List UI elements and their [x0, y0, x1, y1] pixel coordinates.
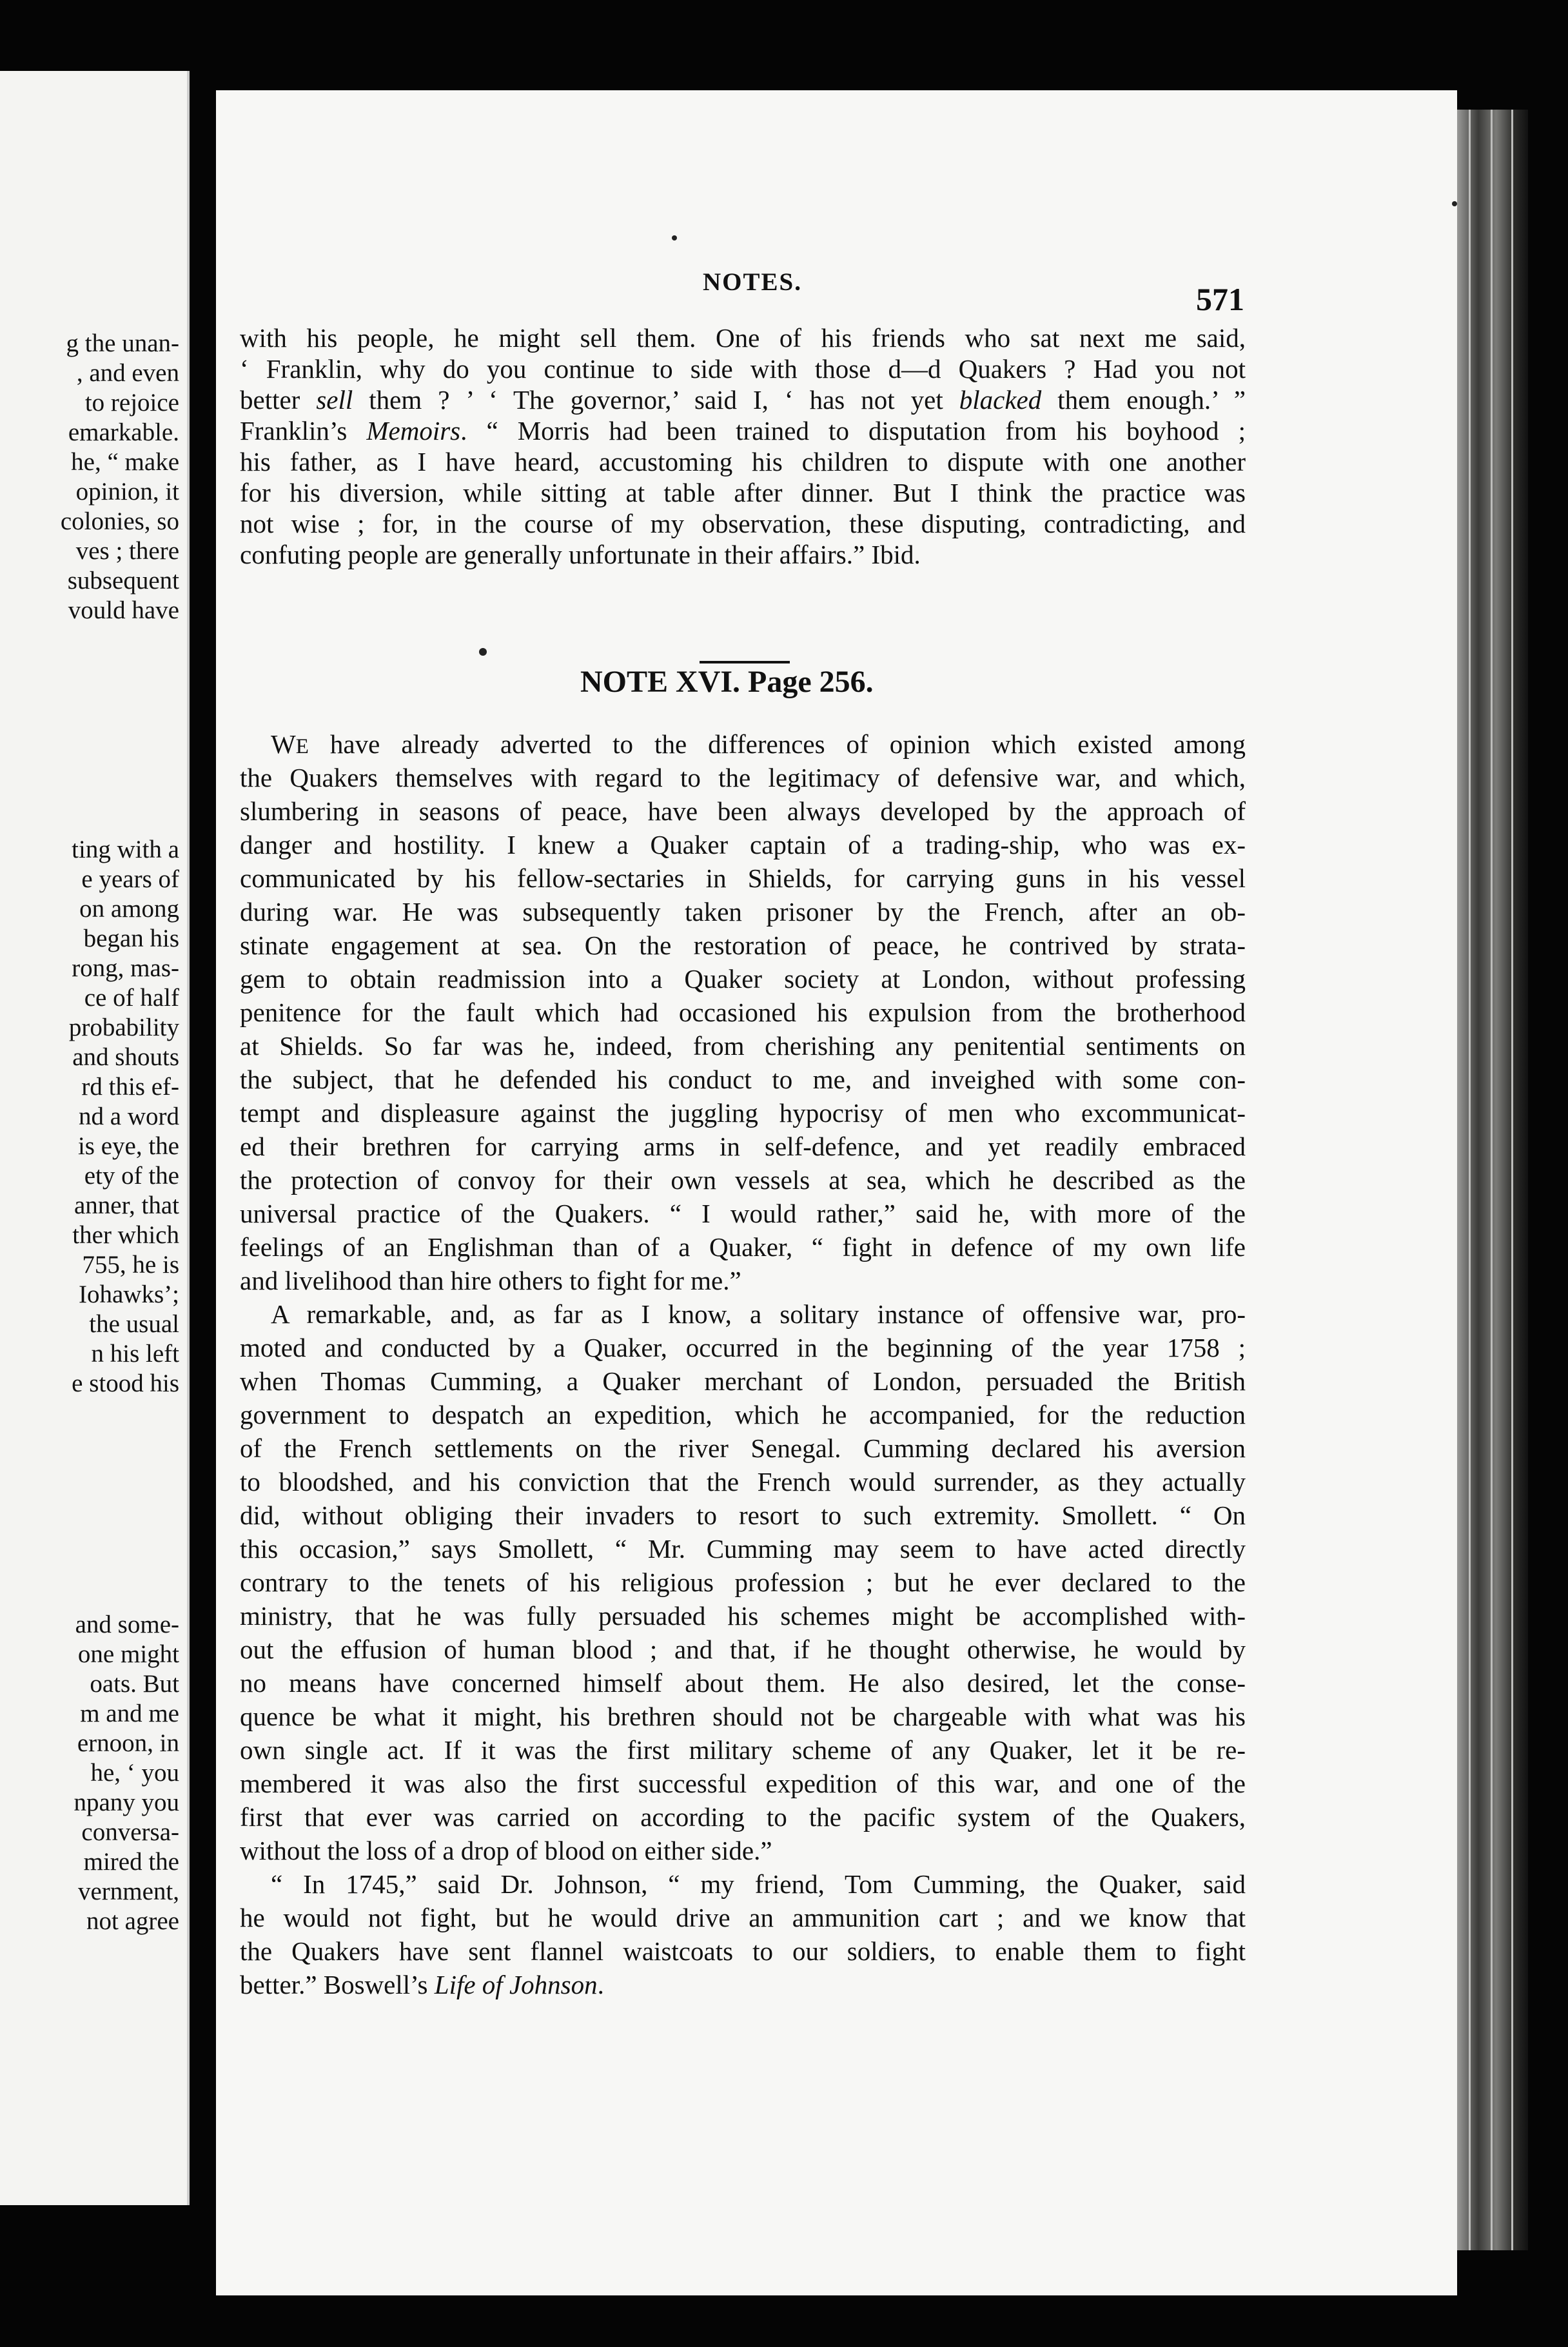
left-page-line: ther which [72, 1221, 179, 1249]
left-page-line: Iohawks’; [79, 1281, 179, 1308]
body-line: stinate engagement at sea. On the restoration of peace, he contrived by strata- [240, 930, 1246, 960]
page-edge-shadow [1457, 110, 1528, 2250]
intro-line: with his people, he might sell them. One of his friends who sat next me said, [240, 323, 1246, 353]
intro-line: for his diversion, while sitting at table after dinner. But I think the practice was [240, 478, 1246, 507]
body-line: to bloodshed, and his conviction that the French would surrender, as they actually [240, 1467, 1246, 1497]
left-page-line: subsequent [67, 567, 179, 594]
body-line: without the loss of a drop of blood on either side.” [240, 1836, 772, 1865]
left-page-line: to rejoice [84, 389, 179, 417]
left-page-line: began his [83, 925, 179, 952]
left-page-line: and some- [75, 1611, 179, 1638]
left-page-line: g the unan- [66, 329, 179, 357]
body-line: slumbering in seasons of peace, have been always developed by the approach of [240, 796, 1246, 826]
body-line: membered it was also the first successful expedition of this war, and one of the [240, 1769, 1246, 1798]
left-page-line: ety of the [84, 1162, 179, 1190]
body-line: tempt and displeasure against the juggling hypocrisy of men who excommunicat- [240, 1098, 1246, 1128]
left-page-line: on among [79, 895, 179, 923]
body-line: the Quakers themselves with regard to the legitimacy of defensive war, and which, [240, 763, 1246, 792]
left-page-line: m and me [80, 1700, 179, 1727]
left-page-line: opinion, it [75, 478, 179, 506]
left-page-line: ernoon, in [77, 1729, 179, 1757]
body-line: at Shields. So far was he, indeed, from cherishing any penitential sentiments on [240, 1031, 1246, 1061]
left-page-line: vould have [68, 596, 179, 624]
intro-line: ‘ Franklin, why do you continue to side with those d—d Quakers ? Had you not [240, 354, 1246, 384]
running-head: NOTES. [703, 268, 802, 296]
body-line: better.” Boswell’s Life of Johnson. [240, 1970, 604, 1999]
intro-line: better sell them ? ’ ‘ The governor,’ said I, ‘ has not yet blacked them enough.’ ” [240, 385, 1246, 415]
left-page-line: not agree [86, 1907, 179, 1935]
intro-line: Franklin’s Memoirs. “ Morris had been trained to disputation from his boyhood ; [240, 416, 1246, 446]
left-page-line: colonies, so [60, 507, 179, 535]
left-page-line: emarkable. [68, 418, 179, 446]
body-line: feelings of an Englishman than of a Quaker, “ fight in defence of my own life [240, 1232, 1246, 1262]
body-line: WE have already adverted to the differences of opinion which existed among [271, 729, 1246, 759]
left-page-line: the usual [89, 1310, 179, 1338]
body-line: universal practice of the Quakers. “ I would rather,” said he, with more of the [240, 1199, 1246, 1228]
body-line: danger and hostility. I knew a Quaker captain of a trading-ship, who was ex- [240, 830, 1246, 859]
body-line: during war. He was subsequently taken prisoner by the French, after an ob- [240, 897, 1246, 927]
page-number: 571 [1196, 281, 1244, 317]
left-page-line: mired the [83, 1848, 179, 1876]
left-page-line: probability [68, 1014, 179, 1041]
ink-speck [1452, 201, 1457, 206]
body-line: did, without obliging their invaders to resort to such extremity. Smollett. “ On [240, 1500, 1246, 1530]
body-line: ed their brethren for carrying arms in self-defence, and yet readily embraced [240, 1132, 1246, 1161]
body-line: penitence for the fault which had occasioned his expulsion from the brotherhood [240, 997, 1246, 1027]
left-page-line: 755, he is [82, 1251, 179, 1279]
body-line: the subject, that he defended his conduct to me, and inveighed with some con- [240, 1065, 1246, 1094]
body-line: own single act. If it was the first military scheme of any Quaker, let it be re- [240, 1735, 1246, 1765]
left-page-line: rong, mas- [72, 954, 179, 982]
body-line: of the French settlements on the river Senegal. Cumming declared his aversion [240, 1433, 1246, 1463]
body-line: communicated by his fellow-sectaries in Shields, for carrying guns in his vessel [240, 863, 1246, 893]
body-line: no means have concerned himself about them. He also desired, let the conse- [240, 1668, 1246, 1698]
ink-speck [672, 235, 677, 241]
body-line: when Thomas Cumming, a Quaker merchant of London, persuaded the British [240, 1366, 1246, 1396]
body-line: the Quakers have sent flannel waistcoats to our soldiers, to enable them to fight [240, 1936, 1246, 1966]
body-line: government to despatch an expedition, which he accompanied, for the reduction [240, 1400, 1246, 1429]
left-page-line: nd a word [79, 1103, 179, 1130]
left-page-line: he, “ make [71, 448, 179, 476]
left-page-line: and shouts [72, 1043, 179, 1071]
left-page-line: ves ; there [75, 537, 179, 565]
left-page-line: npany you [74, 1789, 179, 1816]
intro-line: confuting people are generally unfortunate in their affairs.” Ibid. [240, 540, 921, 569]
body-line: moted and conducted by a Quaker, occurred in the beginning of the year 1758 ; [240, 1333, 1246, 1362]
body-line: this occasion,” says Smollett, “ Mr. Cumming may seem to have acted directly [240, 1534, 1246, 1564]
intro-line: his father, as I have heard, accustoming his children to dispute with one another [240, 447, 1246, 476]
body-line: “ In 1745,” said Dr. Johnson, “ my friend, Tom Cumming, the Quaker, said [271, 1869, 1246, 1899]
body-line: the protection of convoy for their own vessels at sea, which he described as the [240, 1165, 1246, 1195]
left-page-line: oats. But [90, 1670, 179, 1698]
left-page-line: , and even [76, 359, 179, 387]
ink-speck [479, 648, 487, 656]
left-page-line: ting with a [72, 836, 179, 863]
left-page-line: one might [77, 1640, 179, 1668]
left-page-line: rd this ef- [81, 1073, 179, 1101]
body-line: quence be what it might, his brethren should not be chargeable with what was his [240, 1702, 1246, 1731]
note-heading: NOTE XVI. Page 256. [580, 665, 874, 699]
intro-line: not wise ; for, in the course of my observation, these disputing, contradicting, and [240, 509, 1246, 538]
left-page-line: ce of half [84, 984, 179, 1012]
body-line: out the effusion of human blood ; and that, if he thought otherwise, he would by [240, 1635, 1246, 1664]
body-line: he would not fight, but he would drive an ammunition cart ; and we know that [240, 1903, 1246, 1932]
body-line: and livelihood than hire others to fight for me.” [240, 1266, 741, 1295]
body-line: gem to obtain readmission into a Quaker society at London, without professing [240, 964, 1246, 994]
left-page-line: he, ‘ you [90, 1759, 179, 1787]
body-line: ministry, that he was fully persuaded his schemes might be accomplished with- [240, 1601, 1246, 1631]
section-rule [700, 661, 790, 663]
left-page-line: e years of [81, 865, 179, 893]
body-line: A remarkable, and, as far as I know, a solitary instance of offensive war, pro- [271, 1299, 1246, 1329]
left-page-line: conversa- [81, 1818, 179, 1846]
body-line: first that ever was carried on according to the pacific system of the Quakers, [240, 1802, 1246, 1832]
left-facing-page [0, 71, 190, 2205]
left-page-line: vernment, [77, 1878, 179, 1905]
left-page-line: n his left [91, 1340, 179, 1368]
body-line: contrary to the tenets of his religious profession ; but he ever declared to the [240, 1567, 1246, 1597]
left-page-line: is eye, the [77, 1132, 179, 1160]
left-page-line: anner, that [74, 1192, 179, 1219]
left-page-line: e stood his [72, 1370, 179, 1397]
